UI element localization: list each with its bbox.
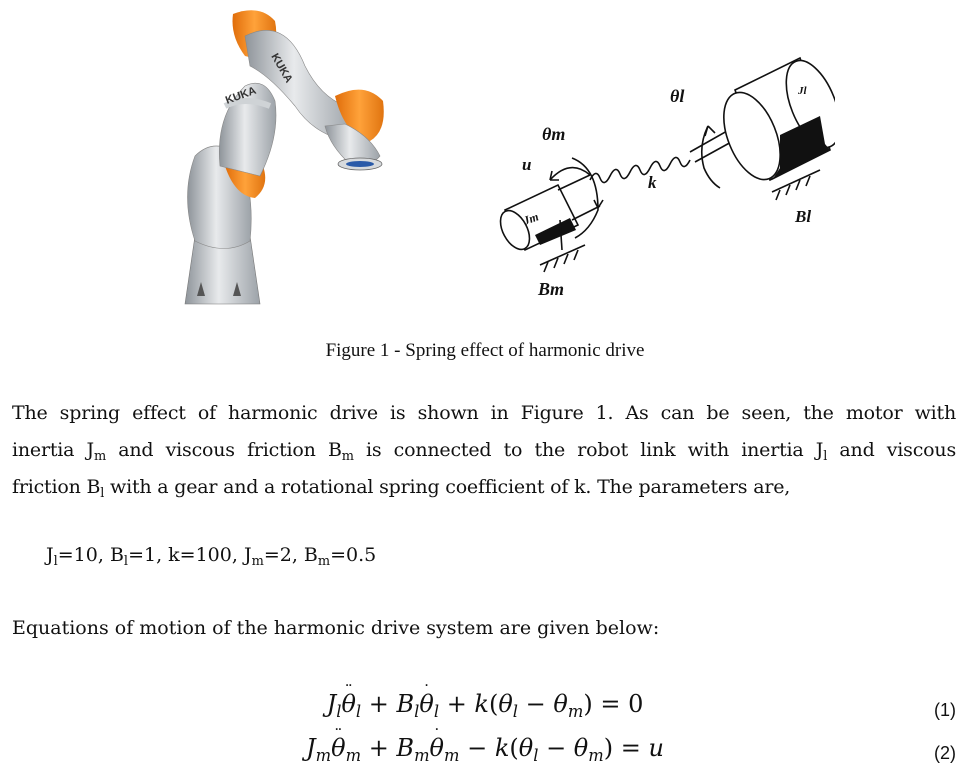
param-jl: $J_l=10$, — [46, 544, 110, 569]
eq2-rhs: u — [648, 734, 664, 762]
ground-bl — [772, 170, 820, 226]
robot-logo-text: KUKA — [223, 84, 258, 107]
jm-label: Jm — [521, 209, 541, 228]
bm-label: Bm — [538, 279, 565, 299]
rotational-spring — [590, 157, 690, 182]
theta-l-label: θl — [670, 86, 685, 106]
para-line-3: friction $B_l$ with a gear and a rotational spring coefficient of k. The parameters are, — [12, 476, 791, 501]
equations-intro: Equations of motion of the harmonic drive system are given below: — [12, 617, 660, 639]
eq1-rhs: 0 — [628, 690, 644, 718]
equation-2: $J_m¨$ $\theta_m$ + $B_m˙$ $\theta_m - k(\theta_l - \theta_m) = u$ — [0, 734, 970, 762]
theta-m-label: θm — [542, 124, 566, 144]
param-k: k=100, — [168, 544, 244, 566]
jl-label: Jl — [798, 85, 807, 97]
para-line-2: inertia $J_m$ and viscous friction $B_m$ is connected to the robot link with inertia $J_l$ and viscous — [12, 439, 956, 464]
parameter-list — [46, 544, 377, 569]
param-bm: $B_m=0.5$ — [303, 544, 377, 569]
param-jm: $J_m=2$, — [243, 544, 304, 569]
param-bl: $B_l=1$, — [109, 544, 169, 569]
robot-logo-text-2: KUKA — [268, 51, 295, 86]
bl-label: Bl — [795, 207, 812, 226]
para-line-1: The spring effect of harmonic drive is shown in Figure 1. As can be seen, the motor with — [12, 402, 956, 424]
k-label: k — [648, 173, 657, 192]
u-label: u — [522, 155, 532, 174]
figure-caption: Figure 1 - Spring effect of harmonic drive — [325, 340, 645, 361]
harmonic-drive-diagram — [480, 40, 835, 310]
motor-inertia-cylinder — [495, 185, 578, 254]
equation-2-number: (2) — [934, 743, 956, 763]
body-paragraph — [12, 395, 956, 506]
equation-1-number: (1) — [934, 700, 956, 720]
equation-1: $J_l¨$ $\theta_l$ + $B_l˙$ $\theta_l + k(\theta_l - \theta_m) = 0$ — [0, 690, 970, 718]
robot-arm-image — [175, 6, 420, 306]
load-inertia-cylinder — [713, 53, 835, 188]
